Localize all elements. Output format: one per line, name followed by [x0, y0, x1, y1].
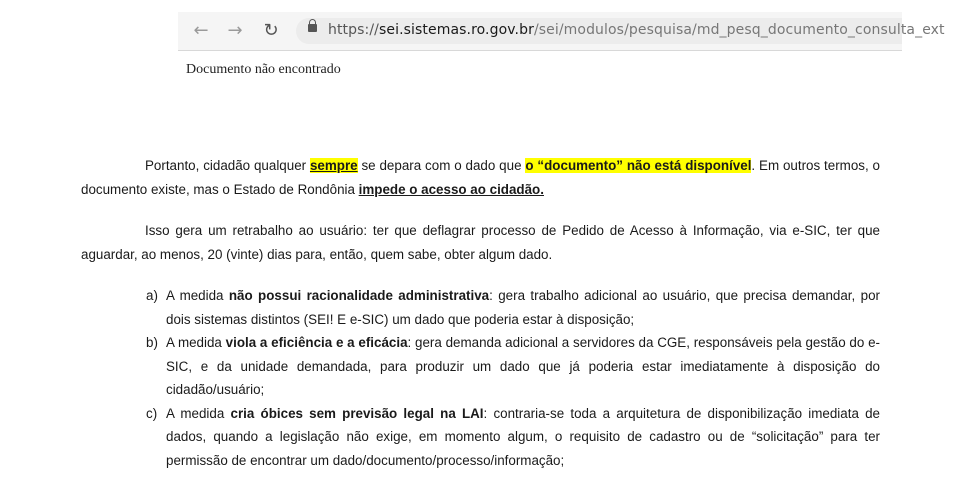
url-scheme: https://	[328, 22, 379, 38]
highlight-not-available: o “documento” não está disponível	[525, 158, 752, 173]
list-item	[81, 402, 880, 473]
item-text-pre: A medida	[166, 335, 226, 350]
document-body	[81, 154, 880, 472]
underline-blocked-access: impede o acesso ao cidadão.	[358, 181, 544, 197]
list-item	[81, 331, 880, 402]
item-text-bold: viola a eficiência e a eficácia	[225, 335, 408, 350]
item-text-pre: A medida	[166, 288, 229, 303]
url-path: /sei/modulos/pesquisa/md_pesq_documento_consulta_ext	[533, 22, 945, 38]
paragraph-1	[81, 154, 880, 201]
list-item	[81, 284, 880, 331]
reload-icon[interactable]: ↻	[263, 20, 279, 41]
arrow-right-icon[interactable]: →	[227, 20, 243, 41]
p1-text-1: Portanto, cidadão qualquer	[145, 158, 310, 173]
item-text-post: : gera demanda adicional a servidores da CGE, responsáveis pela gestão do e-SIC, e da unidade demandada, para produzir um dado que já poderia estar imediatamente à disposição do cidadão/usuário;	[166, 335, 880, 397]
item-text-post: : gera trabalho adicional ao usuário, que precisa demandar, por dois sistemas distintos (SEI! E e-SIC) um dado que poderia estar à disposição;	[166, 288, 880, 327]
lock-icon	[308, 24, 317, 32]
browser-screenshot	[178, 0, 945, 86]
arrow-left-icon[interactable]: ←	[193, 20, 209, 41]
p1-text-3: . Em outros termos, o documento existe, mas o Estado de Rondônia	[81, 158, 881, 197]
paragraph-2: Isso gera um retrabalho ao usuário: ter que deflagrar processo de Pedido de Acesso à Informação, via e-SIC, ter que aguardar, ao menos, 20 (vinte) dias para, então, quem sabe, obter algum dado.	[81, 223, 880, 262]
list-marker: b)	[146, 335, 158, 350]
url-domain: sei.sistemas.ro.gov.br	[378, 22, 534, 38]
item-text-pre: A medida	[166, 405, 231, 421]
list-marker: c)	[146, 405, 158, 421]
highlight-sempre: sempre	[309, 158, 358, 173]
item-text-bold: cria óbices sem previsão legal na LAI	[230, 405, 484, 421]
url-text	[328, 22, 945, 38]
item-text-bold: não possui racionalidade administrativa	[228, 288, 490, 303]
address-bar[interactable]	[296, 18, 945, 44]
p1-text-2: se depara com o dado que	[357, 158, 526, 173]
browser-toolbar	[178, 12, 945, 51]
item-text-post: : contraria-se toda a arquitetura de disponibilização imediata de dados, quando a legislação não exige, em momento algum, o requisito de cadastro ou de “solicitação” para ter permissão de encontrar um dado/documento/processo/informação;	[166, 405, 880, 468]
page-message: Documento não encontrado	[186, 62, 341, 77]
list-marker: a)	[146, 288, 158, 303]
measures-list	[81, 284, 880, 472]
